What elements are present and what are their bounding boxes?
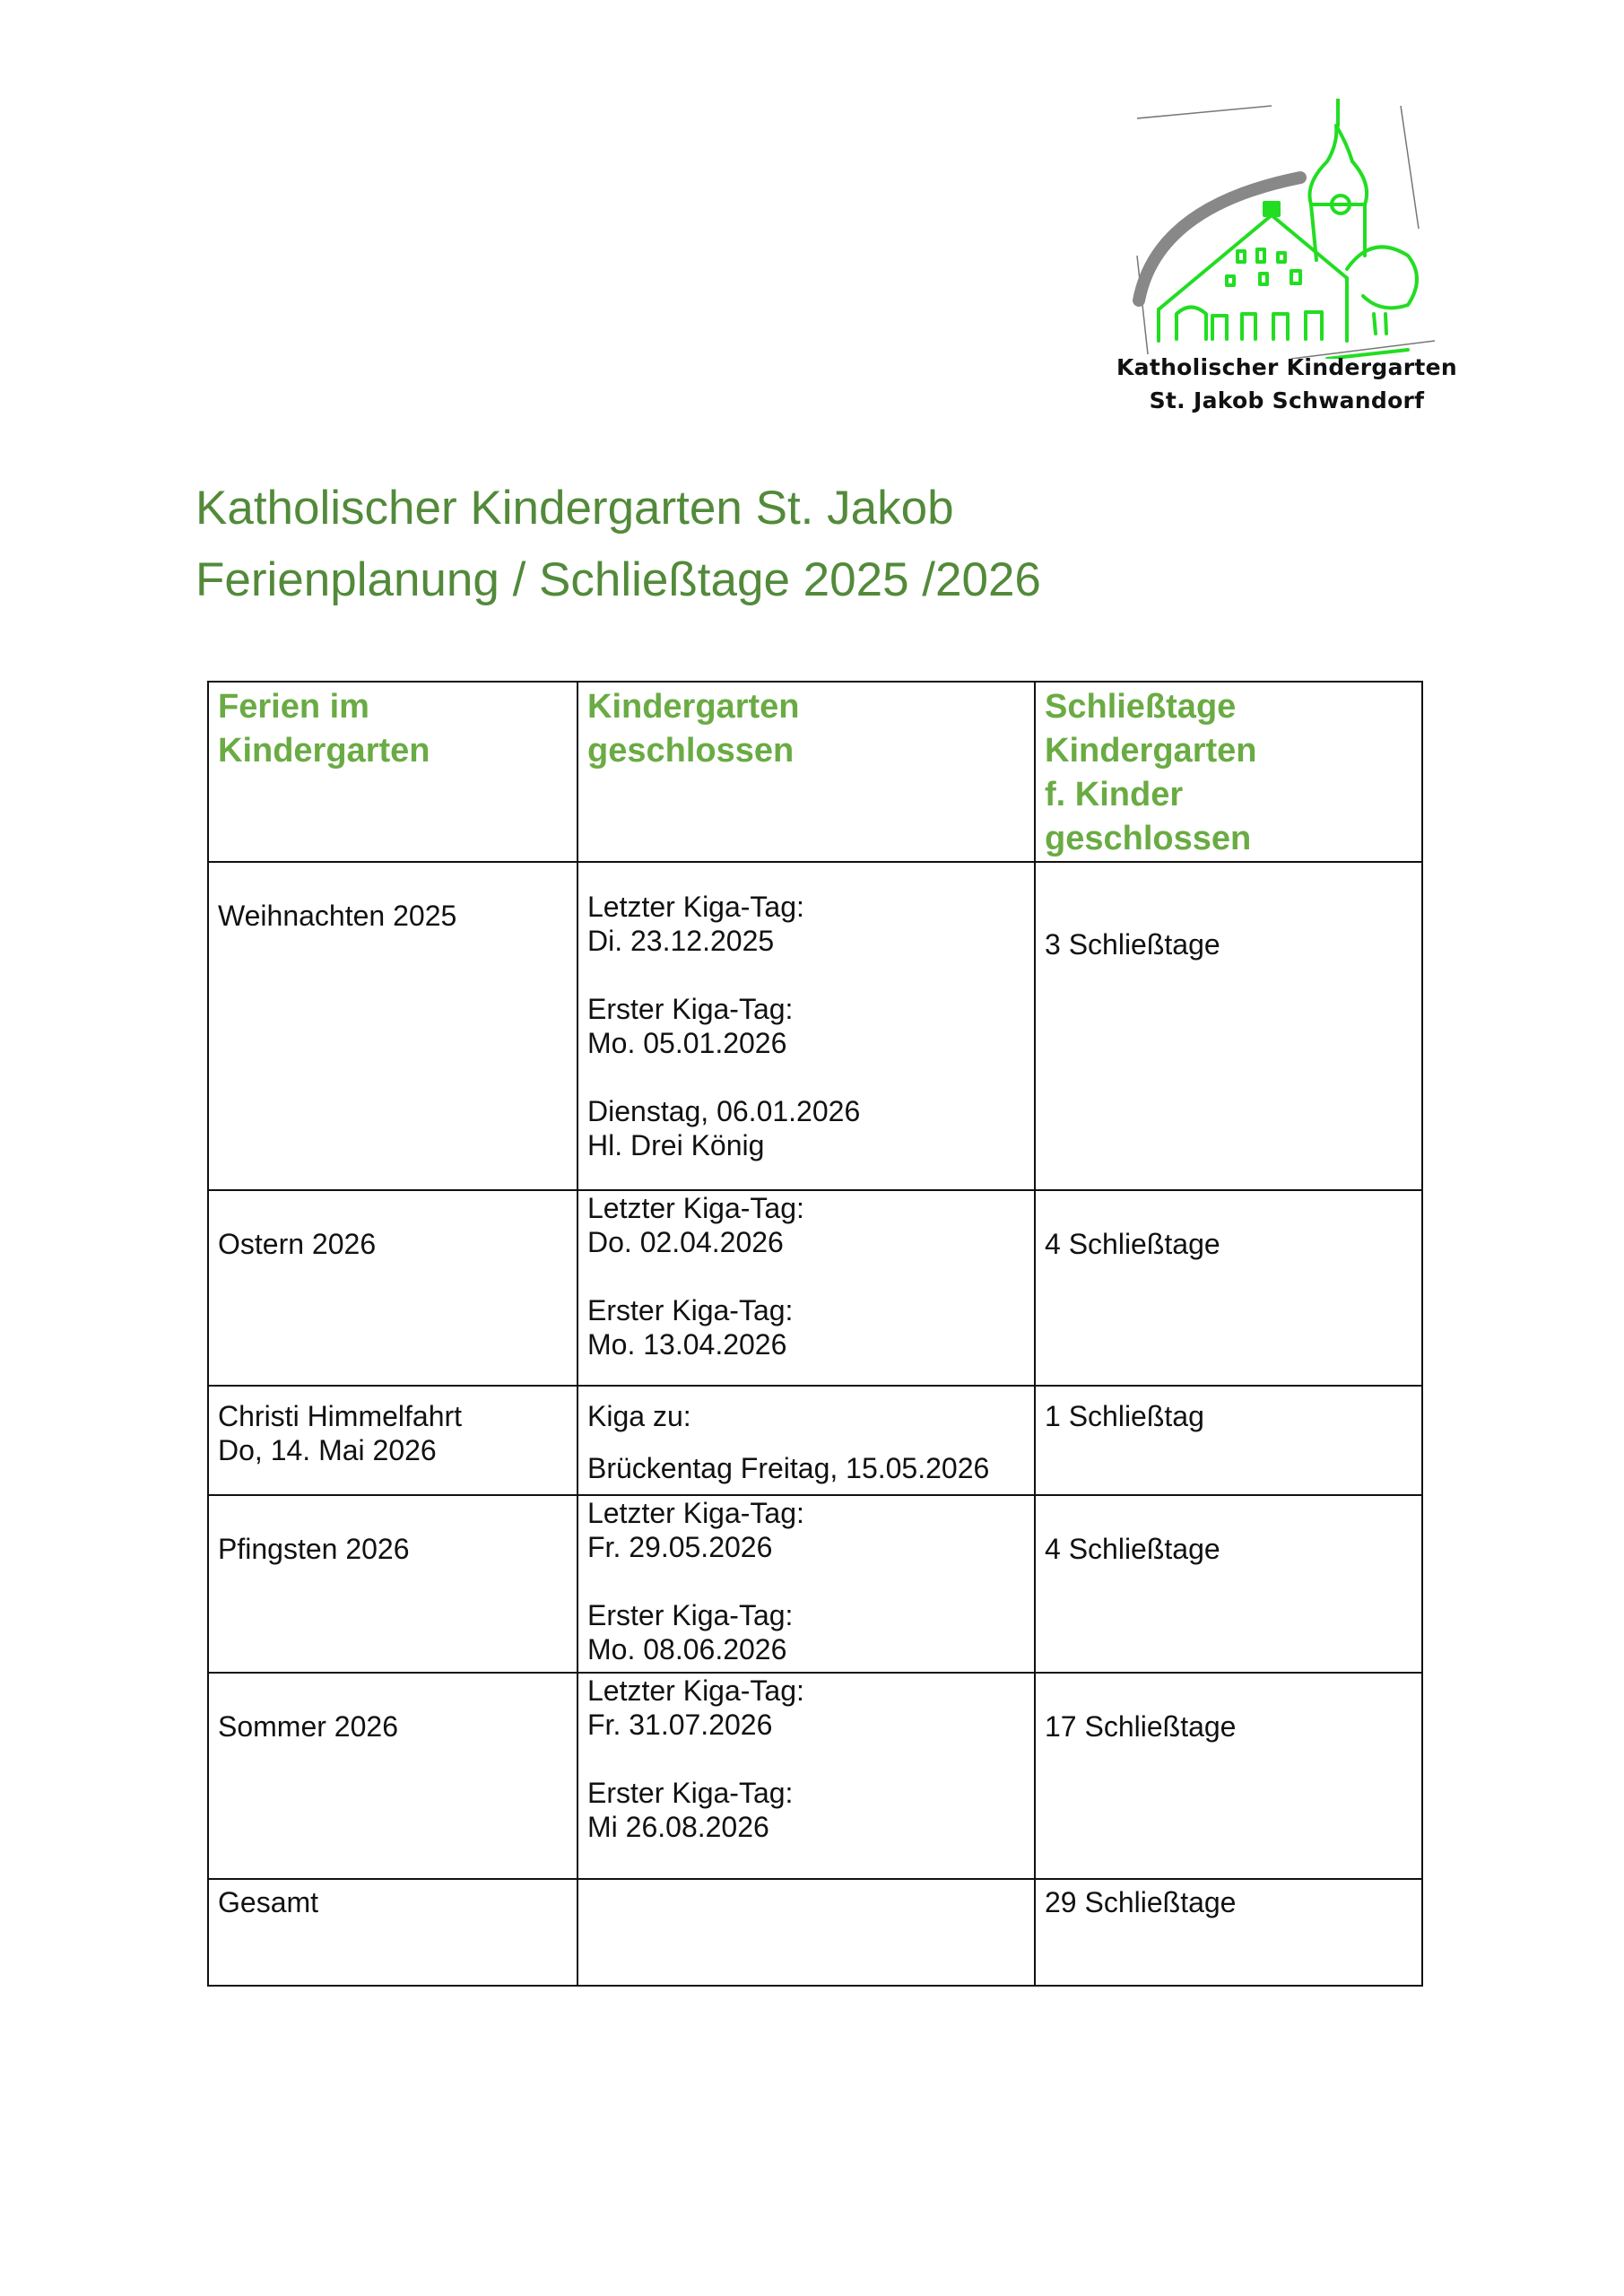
holiday-schedule-table <box>207 681 1423 1987</box>
cell-geschlossen: Letzter Kiga-Tag: Fr. 29.05.2026 Erster Kiga-Tag: Mo. 08.06.2026 <box>578 1495 1035 1673</box>
cell-ferien: Weihnachten 2025 <box>208 862 578 1190</box>
logo-caption-line1: Katholischer Kindergarten <box>1116 354 1457 380</box>
header-ferien: Ferien im Kindergarten <box>208 682 578 862</box>
cell-geschlossen: Letzter Kiga-Tag: Do. 02.04.2026 Erster Kiga-Tag: Mo. 13.04.2026 <box>578 1190 1035 1386</box>
page-title-line2: Ferienplanung / Schließtage 2025 /2026 <box>195 553 1041 606</box>
table-row <box>208 1495 1422 1673</box>
logo-caption-line2: St. Jakob Schwandorf <box>1149 387 1425 413</box>
cell-schliesstage: 4 Schließtage <box>1035 1190 1422 1386</box>
cell-geschlossen: Letzter Kiga-Tag: Fr. 31.07.2026 Erster Kiga-Tag: Mi 26.08.2026 <box>578 1673 1035 1879</box>
cell-ferien: Sommer 2026 <box>208 1673 578 1879</box>
header-schliesstage: Schließtage Kindergarten f. Kinder geschlossen <box>1035 682 1422 862</box>
table-header-row <box>208 682 1422 862</box>
cell-ferien: Pfingsten 2026 <box>208 1495 578 1673</box>
cell-schliesstage: 3 Schließtage <box>1035 862 1422 1190</box>
header-geschlossen: Kindergarten geschlossen <box>578 682 1035 862</box>
cell-ferien: Ostern 2026 <box>208 1190 578 1386</box>
table-row <box>208 1673 1422 1879</box>
table-row <box>208 1190 1422 1386</box>
total-empty-cell <box>578 1879 1035 1986</box>
cell-geschlossen: Kiga zu: Brückentag Freitag, 15.05.2026 <box>578 1386 1035 1495</box>
cell-schliesstage: 4 Schließtage <box>1035 1495 1422 1673</box>
cell-schliesstage: 17 Schließtage <box>1035 1673 1422 1879</box>
cell-schliesstage: 1 Schließtag <box>1035 1386 1422 1495</box>
total-label: Gesamt <box>208 1879 578 1986</box>
total-value: 29 Schließtage <box>1035 1879 1422 1986</box>
cell-geschlossen: Letzter Kiga-Tag: Di. 23.12.2025 Erster Kiga-Tag: Mo. 05.01.2026 Dienstag, 06.01.2026 Hl. Drei König <box>578 862 1035 1190</box>
table-row <box>208 1386 1422 1495</box>
table-total-row <box>208 1879 1422 1986</box>
table-row <box>208 862 1422 1190</box>
church-building-logo-icon <box>1112 99 1453 359</box>
page-title-line1: Katholischer Kindergarten St. Jakob <box>195 482 954 535</box>
cell-ferien: Christi Himmelfahrt Do, 14. Mai 2026 <box>208 1386 578 1495</box>
kindergarten-logo <box>1112 99 1457 439</box>
